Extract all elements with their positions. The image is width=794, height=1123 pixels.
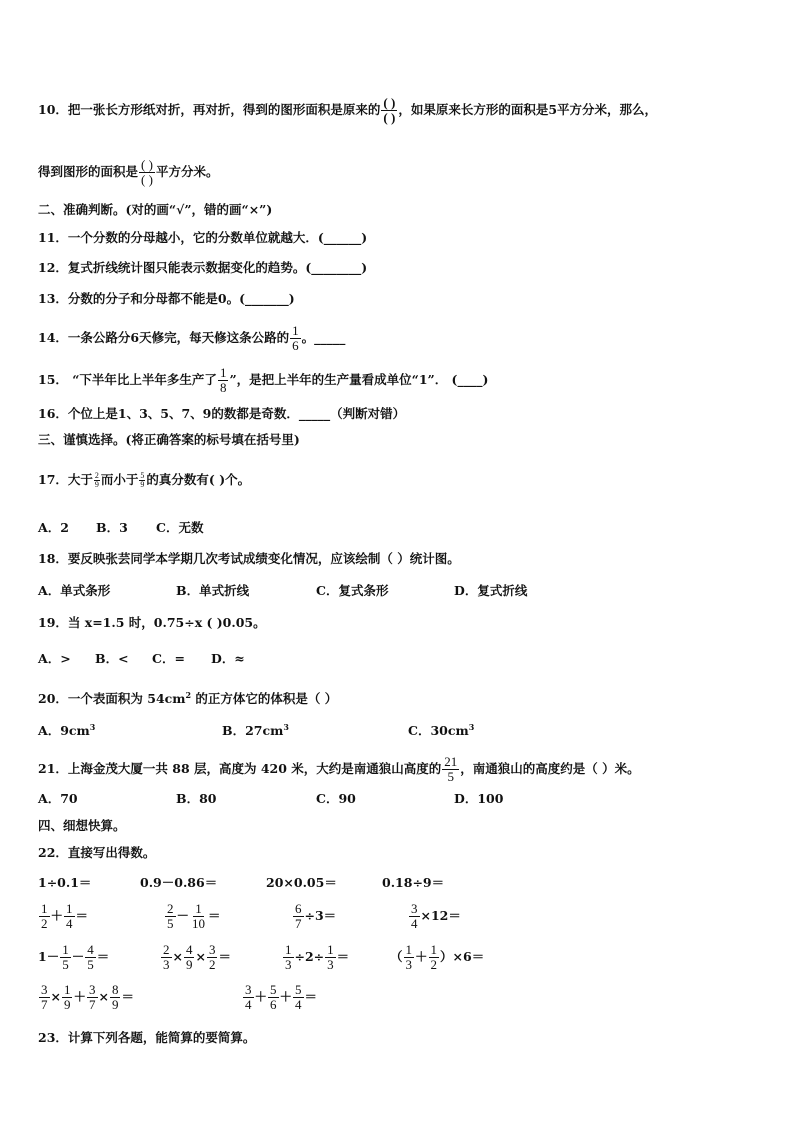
question-19: 19．当 x=1.5 时，0.75÷x ( )0.05。 [38, 615, 266, 630]
calc-14: $\frac{3}{4}$ ＋ $\frac{5}{6}$ ＋ $\frac{5}{4}$ ＝ [245, 982, 318, 1012]
q17-option-b: B．3 [96, 520, 128, 535]
q19-option-b: B．< [95, 651, 129, 666]
calc-8: $\frac{3}{4}$ ×12＝ [411, 901, 461, 931]
fraction: $\frac{2}{9}$ [94, 471, 99, 489]
q18-option-a: A．单式条形 [38, 583, 111, 598]
q21-option-a: A．70 [38, 791, 78, 806]
q19-option-c: C．= [152, 651, 185, 666]
calc-2: 0.9－0.86＝ [140, 875, 218, 890]
q17-option-c: C．无数 [156, 520, 204, 535]
fraction: $\frac{1}{6}$ [292, 323, 299, 353]
question-17: 17．大于 $\frac{2}{9}$ 而小于 $\frac{5}{9}$ 的真分数有( )个。 [38, 471, 251, 489]
question-14: 14．一条公路分6天修完，每天修这条公路的 $\frac{1}{6}$ 。_____ [38, 323, 346, 353]
q18-option-d: D．复式折线 [454, 583, 528, 598]
fraction: $\frac{1}{8}$ [219, 365, 227, 395]
q19-option-a: A．> [38, 651, 71, 666]
calc-10: $\frac{2}{3}$ × $\frac{4}{9}$ × $\frac{3}{2}$ ＝ [163, 942, 231, 972]
question-13: 13．分数的分子和分母都不能是0。(_______) [38, 291, 295, 306]
section-3-heading: 三、谨慎选择。(将正确答案的标号填在括号里) [38, 432, 300, 447]
calc-1: 1÷0.1＝ [38, 875, 92, 890]
calc-9: 1－ $\frac{1}{5}$ － $\frac{4}{5}$ ＝ [38, 942, 110, 972]
fraction: $\frac{21}{5}$ [444, 754, 458, 784]
calc-7: $\frac{6}{7}$ ÷3＝ [295, 901, 337, 931]
calc-13: $\frac{3}{7}$ × $\frac{1}{9}$ ＋ $\frac{3}{7}$ × $\frac{8}{9}$ ＝ [41, 982, 134, 1012]
calc-11: $\frac{1}{3}$ ÷2÷ $\frac{1}{3}$ ＝ [285, 942, 350, 972]
q21-option-c: C．90 [316, 791, 356, 806]
q19-option-d: D．≈ [211, 651, 245, 666]
calc-6: $\frac{2}{5}$ － $\frac{1}{10}$ ＝ [167, 901, 221, 931]
q18-option-b: B．单式折线 [176, 583, 250, 598]
fraction: $\frac{5}{9}$ [140, 471, 145, 489]
calc-3: 20×0.05＝ [266, 875, 337, 890]
blank-fraction: $\frac{( )}{( )}$ [383, 95, 396, 125]
q20-option-b: B．$27cm^3$ [222, 722, 289, 739]
q21-option-d: D．100 [454, 791, 504, 806]
q18-option-c: C．复式条形 [316, 583, 389, 598]
question-16: 16．个位上是1、3、5、7、9的数都是奇数．_____（判断对错） [38, 406, 406, 421]
calc-5: $\frac{1}{2}$ ＋ $\frac{1}{4}$ ＝ [41, 901, 89, 931]
question-11: 11．一个分数的分母越小，它的分数单位就越大．(______) [38, 230, 368, 245]
blank-fraction: $\frac{( )}{( )}$ [141, 157, 153, 187]
question-23: 23．计算下列各题，能简算的要简算。 [38, 1030, 256, 1045]
question-18: 18．要反映张芸同学本学期几次考试成绩变化情况，应该绘制（ ）统计图。 [38, 551, 460, 566]
calc-12: （ $\frac{1}{3}$ ＋ $\frac{1}{2}$ ）×6＝ [390, 942, 485, 972]
q20-option-c: C．$30cm^3$ [408, 722, 475, 739]
question-15: 15． “下半年比上半年多生产了 $\frac{1}{8}$ ”，是把上半年的生产量看成单位“1”． (____) [38, 365, 489, 395]
section-4-heading: 四、细想快算。 [38, 818, 126, 833]
q21-option-b: B．80 [176, 791, 217, 806]
question-22: 22．直接写出得数。 [38, 845, 156, 860]
question-12: 12．复式折线统计图只能表示数据变化的趋势。(________) [38, 260, 368, 275]
question-20: 20．一个表面积为 $54cm^2$ 的正方体它的体积是（ ） [38, 690, 338, 707]
question-21: 21．上海金茂大厦一共 88 层，高度为 420 米，大约是南通狼山高度的 $\frac{21}{5}$ ，南通狼山的高度约是（ ）米。 [38, 754, 640, 784]
calc-4: 0.18÷9＝ [382, 875, 445, 890]
question-10-line1: 10．把一张长方形纸对折，再对折，得到的图形面积是原来的 $\frac{( )}{( )}$ ，如果原来长方形的面积是5平方分米，那么， [38, 95, 658, 125]
question-10-line2: 得到图形的面积是 $\frac{( )}{( )}$ 平方分米。 [38, 157, 219, 187]
q17-option-a: A．2 [38, 520, 69, 535]
section-2-heading: 二、准确判断。(对的画“√”，错的画“×”) [38, 202, 273, 217]
q20-option-a: A．$9cm^3$ [38, 722, 96, 739]
